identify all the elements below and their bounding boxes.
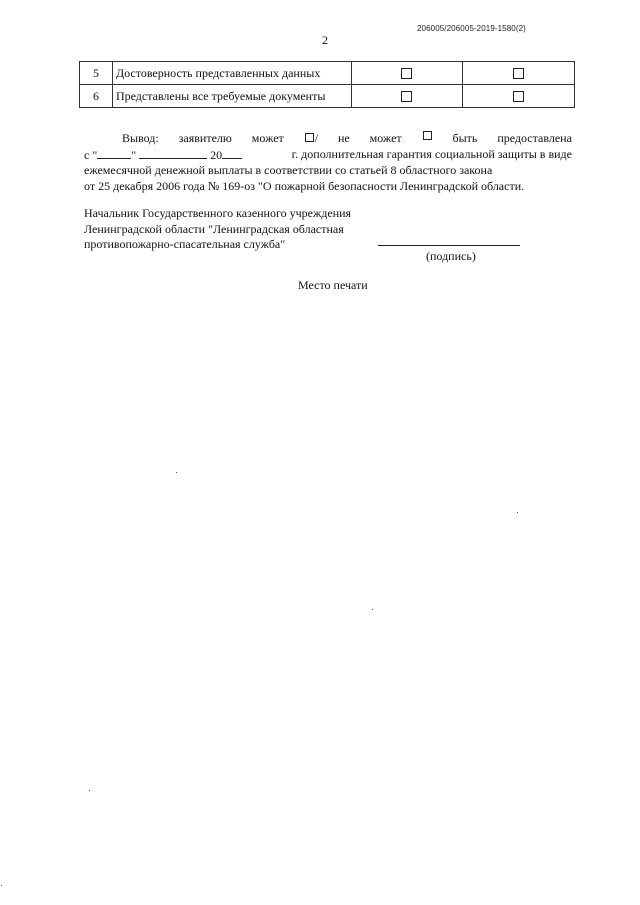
conclusion-word: заявителю [178, 131, 232, 145]
table-row [80, 85, 575, 108]
checkbox-can[interactable] [305, 133, 314, 142]
conclusion-text: от 25 декабря 2006 года № 169-оз "О пожарной безопасности Ленинградской области. [84, 178, 525, 193]
conclusion-word: / [314, 131, 319, 145]
signer-title: Ленинградской области "Ленинградская областная [84, 221, 344, 236]
scan-speck [89, 790, 90, 791]
day-blank[interactable] [97, 147, 131, 159]
scan-speck [176, 472, 177, 473]
table-row [80, 62, 575, 85]
conclusion-word: быть [452, 131, 478, 145]
checkbox-yes[interactable] [401, 68, 412, 79]
scan-speck [372, 609, 373, 610]
scan-speck [517, 512, 518, 513]
month-blank[interactable] [139, 147, 207, 159]
row-number: 6 [80, 85, 113, 108]
row-label: Достоверность представленных данных [112, 62, 351, 85]
row-number: 5 [80, 62, 113, 85]
document-id: 206005/206005-2019-1580(2) [417, 24, 526, 33]
seal-place: Место печати [298, 278, 368, 292]
conclusion-paragraph [84, 131, 572, 194]
row-label: Представлены все требуемые документы [112, 85, 351, 108]
checkbox-cannot[interactable] [423, 131, 432, 140]
year-blank[interactable] [222, 147, 242, 159]
conclusion-word: не [337, 131, 350, 145]
signature-caption: (подпись) [426, 249, 476, 263]
conclusion-text: г. дополнительная гарантия социальной защиты в виде [291, 146, 572, 161]
conclusion-text: ежемесячной денежной выплаты в соответствии со статьей 8 областного закона [84, 163, 493, 177]
checkbox-no[interactable] [513, 91, 524, 102]
signer-block [84, 206, 384, 253]
checkbox-no[interactable] [513, 68, 524, 79]
conclusion-word: может [251, 131, 284, 145]
criteria-table [79, 61, 575, 108]
year-prefix: 20 [210, 147, 223, 162]
checkbox-yes[interactable] [401, 91, 412, 102]
date-quote: " [131, 147, 137, 162]
signature-line[interactable] [378, 245, 520, 246]
signer-title: Начальник Государственного казенного учреждения [84, 206, 352, 220]
conclusion-word: предоставлена [497, 131, 572, 145]
scan-speck [1, 885, 2, 886]
date-prefix: с " [84, 147, 98, 162]
signer-title: противопожарно-спасательная служба" [84, 237, 286, 251]
page-number: 2 [322, 33, 328, 47]
conclusion-word: Вывод: [122, 131, 159, 145]
conclusion-word: может [369, 131, 402, 145]
